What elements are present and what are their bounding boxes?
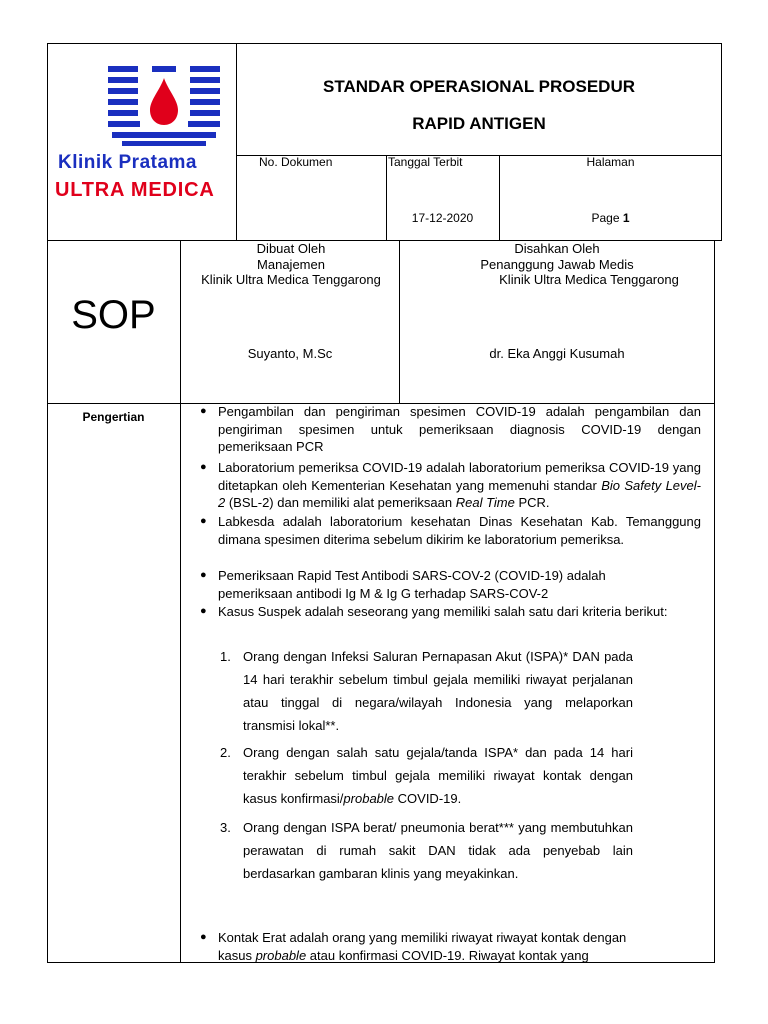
bullet-item: [200, 459, 701, 512]
bullet-item: [200, 567, 701, 602]
bullet-text-4-line2: pemeriksaan antibodi Ig M & Ig G terhadap SARS-COV-2: [218, 585, 549, 601]
page-value: [499, 211, 722, 225]
bullet-text-6-line2: [218, 947, 701, 965]
bullet-icon: ●: [200, 605, 207, 617]
bullet-2-mid: (BSL-2) dan memiliki alat pemeriksaan: [225, 495, 456, 510]
bullet-icon: ●: [200, 405, 207, 417]
page-label: Halaman: [586, 155, 635, 169]
numbered-item-text-3: Orang dengan ISPA berat/ pneumonia berat*** yang membutuhkan perawatan di rumah sakit DAN tidak ada penyebab lain berdasarkan gambaran klinis yang meyakinkan.: [243, 820, 633, 881]
section-label-pengertian: Pengertian: [82, 410, 145, 424]
made-by-title: Dibuat Oleh: [256, 241, 326, 256]
header-col-divider-1: [386, 155, 387, 241]
numbered-item: [220, 645, 633, 737]
clinic-name-line2: ULTRA MEDICA: [55, 179, 215, 201]
bullet-2-italic-1: Bio Safety Level-2: [218, 477, 701, 510]
bullet-2-pre: Laboratorium pemeriksa COVID-19 adalah laboratorium pemeriksa COVID-19 yang ditetapkan oleh Kementerian Kesehatan yang memenuhi standar: [218, 460, 701, 493]
doc-number-label: No. Dokumen: [259, 155, 333, 169]
made-by-name: Suyanto, M.Sc: [247, 346, 333, 361]
bullet-item: [200, 929, 701, 964]
numbered-item: [220, 816, 633, 885]
issue-date-label: Tanggal Terbit: [388, 155, 463, 169]
numbered-2-pre: Orang dengan salah satu gejala/tanda ISPA* dan pada 14 hari terakhir sebelum timbul gejala memiliki riwayat kontak dengan kasus konfirmasi/: [243, 745, 633, 806]
numbered-item-number: 3.: [220, 820, 231, 835]
approved-org: Klinik Ultra Medica Tenggarong: [499, 272, 679, 287]
bullet-item: [200, 403, 701, 456]
bullet-icon: ●: [200, 515, 207, 527]
bullet-item: [200, 513, 701, 548]
page-number: 1: [622, 211, 630, 225]
numbered-item-text-1: Orang dengan Infeksi Saluran Pernapasan Akut (ISPA)* DAN pada 14 hari terakhir sebelum timbul gejala memiliki riwayat perjalanan atau tinggal di negara/wilayah Indonesia yang melaporkan transmisi lokal**.: [243, 649, 633, 733]
bullet-icon: ●: [200, 931, 207, 943]
bullet-text-5: Kasus Suspek adalah seseorang yang memiliki salah satu dari kriteria berikut:: [218, 604, 668, 619]
bullet-6-pre: kasus: [218, 947, 256, 963]
made-by-block: [180, 241, 402, 288]
doc-title-line1: STANDAR OPERASIONAL PROSEDUR: [322, 77, 635, 96]
bullet-item: [200, 603, 701, 621]
approved-by-block: [399, 241, 715, 288]
bullet-icon: ●: [200, 569, 207, 581]
bullet-text-1: Pengambilan dan pengiriman spesimen COVID-19 adalah pengambilan dan pengiriman spesimen untuk pemeriksaan diagnosis COVID-19 dengan pemeriksaan PCR: [218, 404, 701, 454]
header-logo-divider: [236, 43, 237, 241]
blood-drop-logo-icon: [108, 66, 220, 146]
numbered-item: [220, 741, 633, 810]
content-divider: [180, 403, 181, 963]
numbered-2-post: COVID-19.: [394, 791, 462, 806]
bullet-2-italic-2: Real Time: [455, 495, 515, 510]
clinic-logo: [108, 66, 220, 146]
bullet-6-post: atau konfirmasi COVID-19. Riwayat kontak yang: [306, 947, 589, 963]
clinic-name-line1: Klinik Pratama: [58, 152, 197, 173]
approved-title: Disahkan Oleh: [514, 241, 600, 256]
approved-role: Penanggung Jawab Medis: [480, 256, 634, 272]
bullet-text-4-line1: Pemeriksaan Rapid Test Antibodi SARS-COV-2 (COVID-19) adalah: [218, 568, 606, 583]
numbered-item-text-2: [243, 741, 633, 810]
made-by-role: Manajemen: [257, 256, 325, 272]
issue-date-value: 17-12-2020: [411, 211, 474, 225]
numbered-item-number: 2.: [220, 745, 231, 760]
page-prefix: Page: [591, 211, 620, 225]
made-by-org: Klinik Ultra Medica Tenggarong: [201, 272, 381, 287]
bullet-2-post: PCR.: [514, 495, 550, 510]
numbered-item-number: 1.: [220, 649, 231, 664]
doc-title-line2: RAPID ANTIGEN: [412, 114, 546, 133]
bullet-text-2: [218, 459, 701, 512]
bullet-icon: ●: [200, 461, 207, 473]
bullet-text-6-line1: Kontak Erat adalah orang yang memiliki riwayat riwayat kontak dengan: [218, 930, 627, 945]
numbered-2-italic: probable: [343, 791, 395, 806]
approved-name: dr. Eka Anggi Kusumah: [489, 346, 625, 361]
bullet-6-italic: probable: [255, 947, 307, 963]
bullet-text-3: Labkesda adalah laboratorium kesehatan Dinas Kesehatan Kab. Temanggung dimana spesimen diterima sebelum dikirim ke laboratorium pemeriksa.: [218, 514, 701, 547]
sop-label: SOP: [71, 293, 156, 337]
